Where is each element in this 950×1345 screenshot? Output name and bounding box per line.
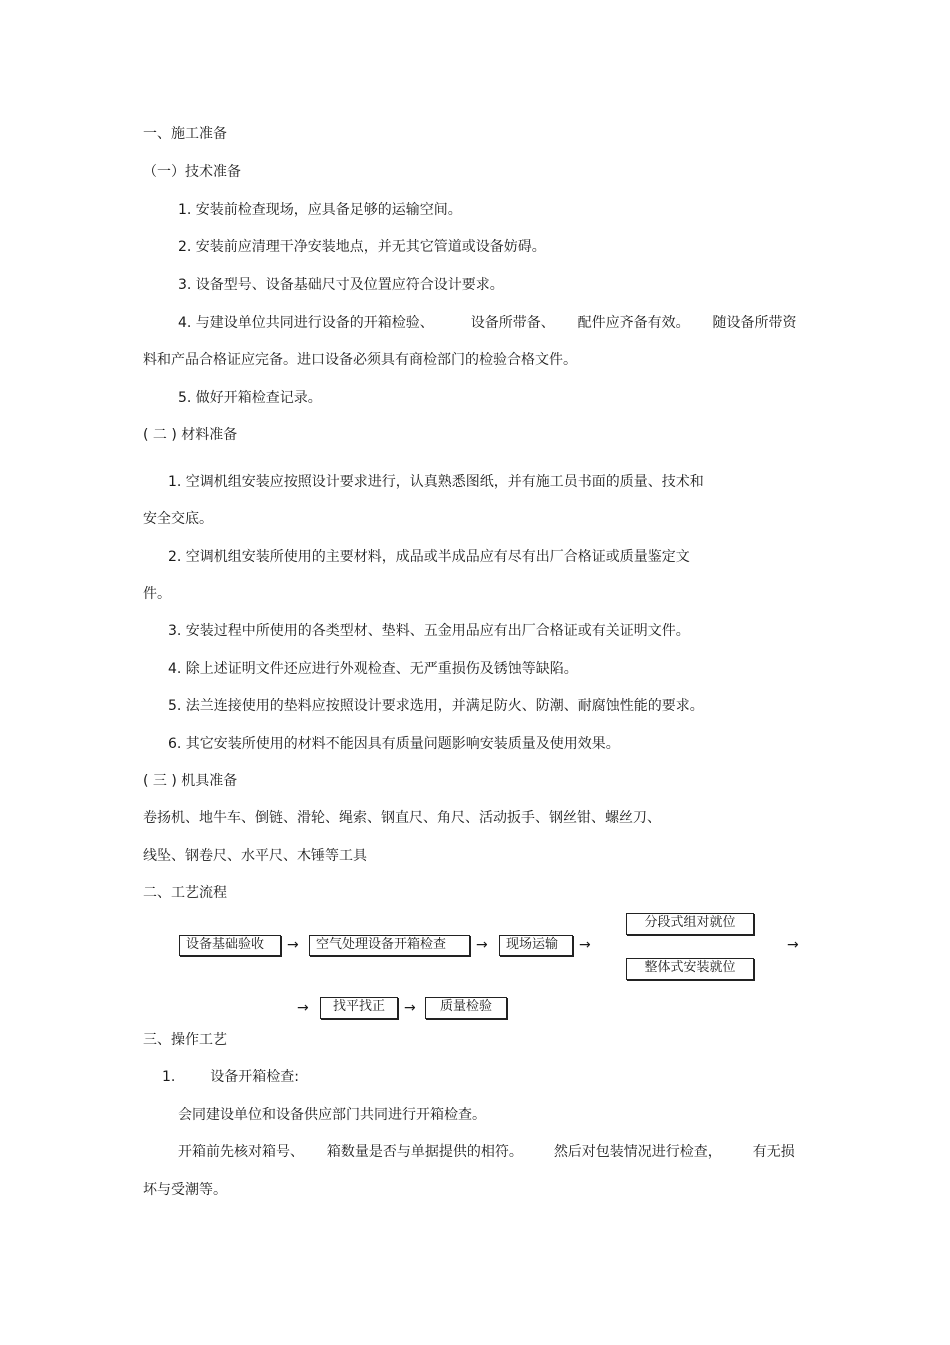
operation-item-1 <box>162 1068 299 1086</box>
material-item-2-line1: 2. 空调机组安装所使用的主要材料，成品或半成品应有尽有出厂合格证或质量鉴定文 <box>168 549 690 565</box>
tech-item-4-part-a: 4. 与建设单位共同进行设备的开箱检验、 <box>178 315 434 331</box>
tech-item-2: 2. 安装前应清理干净安装地点，并无其它管道或设备妨碍。 <box>178 239 546 255</box>
material-item-5: 5. 法兰连接使用的垫料应按照设计要求选用，并满足防火、防潮、耐腐蚀性能的要求。 <box>168 698 704 714</box>
flow-arrow-6: → <box>404 1000 416 1016</box>
tech-item-4-part-c: 配件应齐备有效。 <box>577 315 690 331</box>
material-item-1-line1: 1. 空调机组安装应按照设计要求进行，认真熟悉图纸，并有施工员书面的质量、技术和 <box>168 474 704 490</box>
flow-step-leveling: 找平找正 <box>320 997 398 1019</box>
operation-paragraph-2-part-a: 开箱前先核对箱号、 <box>178 1144 304 1160</box>
heading-process-flow: 二、工艺流程 <box>143 885 227 901</box>
flow-step-integral-installation: 整体式安装就位 <box>626 958 754 980</box>
subheading-tool-prep: ( 三 ) 机具准备 <box>143 773 238 789</box>
flow-step-unpacking-inspection: 空气处理设备开箱检查 <box>309 935 470 956</box>
tech-item-3: 3. 设备型号、设备基础尺寸及位置应符合设计要求。 <box>178 277 504 293</box>
subheading-technical-prep: （一）技术准备 <box>143 164 241 180</box>
material-item-6: 6. 其它安装所使用的材料不能因具有质量问题影响安装质量及使用效果。 <box>168 736 620 752</box>
tools-line-1: 卷扬机、地牛车、倒链、滑轮、绳索、钢直尺、角尺、活动扳手、钢丝钳、螺丝刀、 <box>143 810 661 826</box>
material-item-3: 3. 安装过程中所使用的各类型材、垫料、五金用品应有出厂合格证或有关证明文件。 <box>168 623 690 639</box>
flow-step-site-transport: 现场运输 <box>499 935 573 956</box>
tech-item-1: 1. 安装前检查现场，应具备足够的运输空间。 <box>178 202 462 218</box>
material-item-2-line2: 件。 <box>143 586 171 602</box>
operation-paragraph-2-part-d: 有无损 <box>752 1144 795 1160</box>
operation-item-1-number: 1. <box>162 1069 176 1085</box>
flow-arrow-3: → <box>579 937 591 953</box>
operation-paragraph-2 <box>178 1143 795 1161</box>
material-item-1-line2: 安全交底。 <box>143 511 213 527</box>
material-item-4: 4. 除上述证明文件还应进行外观检查、无严重损伤及锈蚀等缺陷。 <box>168 661 578 677</box>
flow-step-quality-inspection: 质量检验 <box>425 997 507 1019</box>
operation-paragraph-2-part-c: 然后对包装情况进行检查， <box>553 1144 722 1160</box>
tech-item-4-part-d: 随设备所带资 <box>712 315 797 331</box>
tech-item-4-line2: 料和产品合格证应完备。进口设备必须具有商检部门的检验合格文件。 <box>143 352 577 368</box>
heading-construction-prep: 一、施工准备 <box>143 126 227 142</box>
heading-operation-process: 三、操作工艺 <box>143 1032 227 1048</box>
flow-step-foundation-acceptance: 设备基础验收 <box>179 935 281 956</box>
operation-paragraph-2-line2: 坏与受潮等。 <box>143 1182 227 1198</box>
tech-item-4-part-b: 设备所带备、 <box>470 315 555 331</box>
flow-arrow-4: → <box>787 937 799 953</box>
tools-line-2: 线坠、钢卷尺、水平尺、木锤等工具 <box>143 848 367 864</box>
subheading-material-prep: ( 二 ) 材料准备 <box>143 427 238 443</box>
flow-arrow-2: → <box>476 937 488 953</box>
operation-paragraph-1: 会同建设单位和设备供应部门共同进行开箱检查。 <box>178 1107 486 1123</box>
flow-step-segmented-assembly: 分段式组对就位 <box>626 913 754 935</box>
flow-arrow-5: → <box>297 1000 309 1016</box>
operation-paragraph-2-part-b: 箱数量是否与单据提供的相符。 <box>326 1144 523 1160</box>
operation-item-1-title: 设备开箱检查: <box>210 1069 299 1085</box>
tech-item-5: 5. 做好开箱检查记录。 <box>178 390 322 406</box>
tech-item-4 <box>178 314 797 332</box>
flow-arrow-1: → <box>287 937 299 953</box>
